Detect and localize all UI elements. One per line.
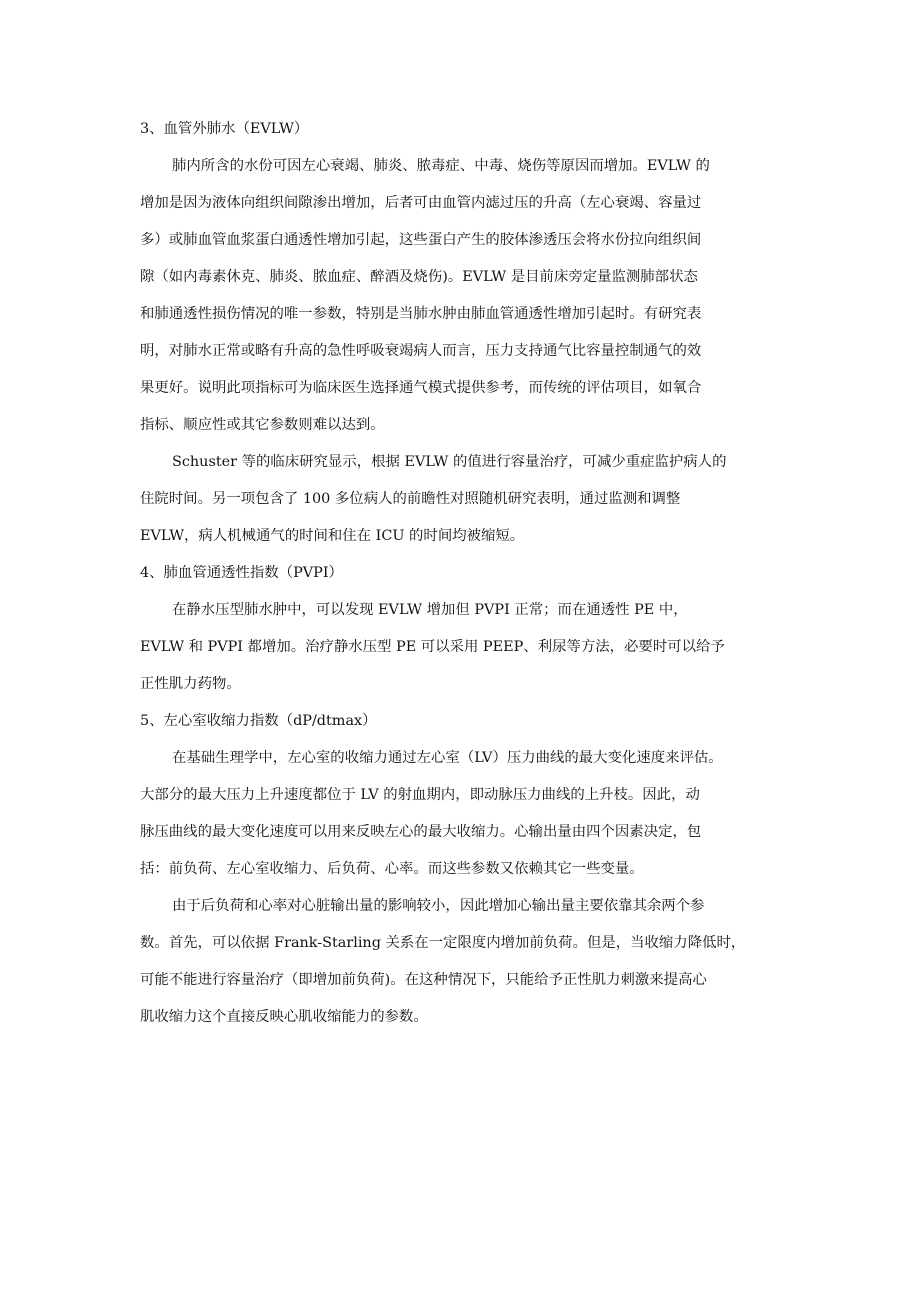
paragraph-line: 住院时间。另一项包含了 100 多位病人的前瞻性对照随机研究表明，通过监测和调整 — [140, 491, 681, 507]
paragraph-line: 在静水压型肺水肿中，可以发现 EVLW 增加但 PVPI 正常；而在通透性 PE 中， — [172, 602, 688, 618]
paragraph-line: EVLW 和 PVPI 都增加。治疗静水压型 PE 可以采用 PEEP、利尿等方法，必要时可以给予 — [140, 639, 725, 655]
paragraph-line: 数。首先，可以依据 Frank-Starling 关系在一定限度内增加前负荷。但是，当收缩力降低时， — [140, 935, 746, 951]
paragraph-line: 可能不能进行容量治疗（即增加前负荷)。在这种情况下，只能给予正性肌力刺激来提高心 — [140, 972, 707, 988]
paragraph-line: 在基础生理学中，左心室的收缩力通过左心室（LV）压力曲线的最大变化速度来评估。 — [172, 750, 723, 766]
paragraph-line: 明，对肺水正常或略有升高的急性呼吸衰竭病人而言，压力支持通气比容量控制通气的效 — [140, 343, 702, 359]
paragraph-line: 括：前负荷、左心室收缩力、后负荷、心率。而这些参数又依赖其它一些变量。 — [140, 861, 644, 877]
paragraph-line: 多）或肺血管血浆蛋白通透性增加引起，这些蛋白产生的胶体渗透压会将水份拉向组织间 — [140, 232, 702, 248]
paragraph-line: 隙（如内毒素休克、肺炎、脓血症、醉酒及烧伤)。EVLW 是目前床旁定量监测肺部状态 — [140, 269, 698, 285]
section-heading-evlw: 3、血管外肺水（EVLW） — [140, 121, 309, 137]
section-heading-dpdtmax: 5、左心室收缩力指数（dP/dtmax） — [140, 713, 377, 729]
paragraph-line: 果更好。说明此项指标可为临床医生选择通气模式提供参考，而传统的评估项目，如氧合 — [140, 380, 702, 396]
paragraph-line: Schuster 等的临床研究显示，根据 EVLW 的值进行容量治疗，可减少重症监护病人的 — [172, 454, 727, 470]
section-heading-pvpi: 4、肺血管通透性指数（PVPI） — [140, 565, 343, 581]
paragraph-line: 和肺通透性损伤情况的唯一参数，特别是当肺水肿由肺血管通透性增加引起时。有研究表 — [140, 306, 702, 322]
paragraph-line: 大部分的最大压力上升速度都位于 LV 的射血期内，即动脉压力曲线的上升枝。因此，动 — [140, 787, 700, 803]
paragraph-line: 由于后负荷和心率对心脏输出量的影响较小，因此增加心输出量主要依靠其余两个参 — [172, 898, 705, 914]
paragraph-line: 指标、顺应性或其它参数则难以达到。 — [140, 417, 385, 433]
paragraph-line: 肌收缩力这个直接反映心肌收缩能力的参数。 — [140, 1009, 428, 1025]
paragraph-line: 增加是因为液体向组织间隙渗出增加，后者可由血管内滤过压的升高（左心衰竭、容量过 — [140, 195, 702, 211]
paragraph-line: 肺内所含的水份可因左心衰竭、肺炎、脓毒症、中毒、烧伤等原因而增加。EVLW 的 — [172, 158, 710, 174]
paragraph-line: 正性肌力药物。 — [140, 676, 241, 692]
paragraph-line: 脉压曲线的最大变化速度可以用来反映左心的最大收缩力。心输出量由四个因素决定，包 — [140, 824, 702, 840]
paragraph-line: EVLW，病人机械通气的时间和住在 ICU 的时间均被缩短。 — [140, 528, 525, 544]
